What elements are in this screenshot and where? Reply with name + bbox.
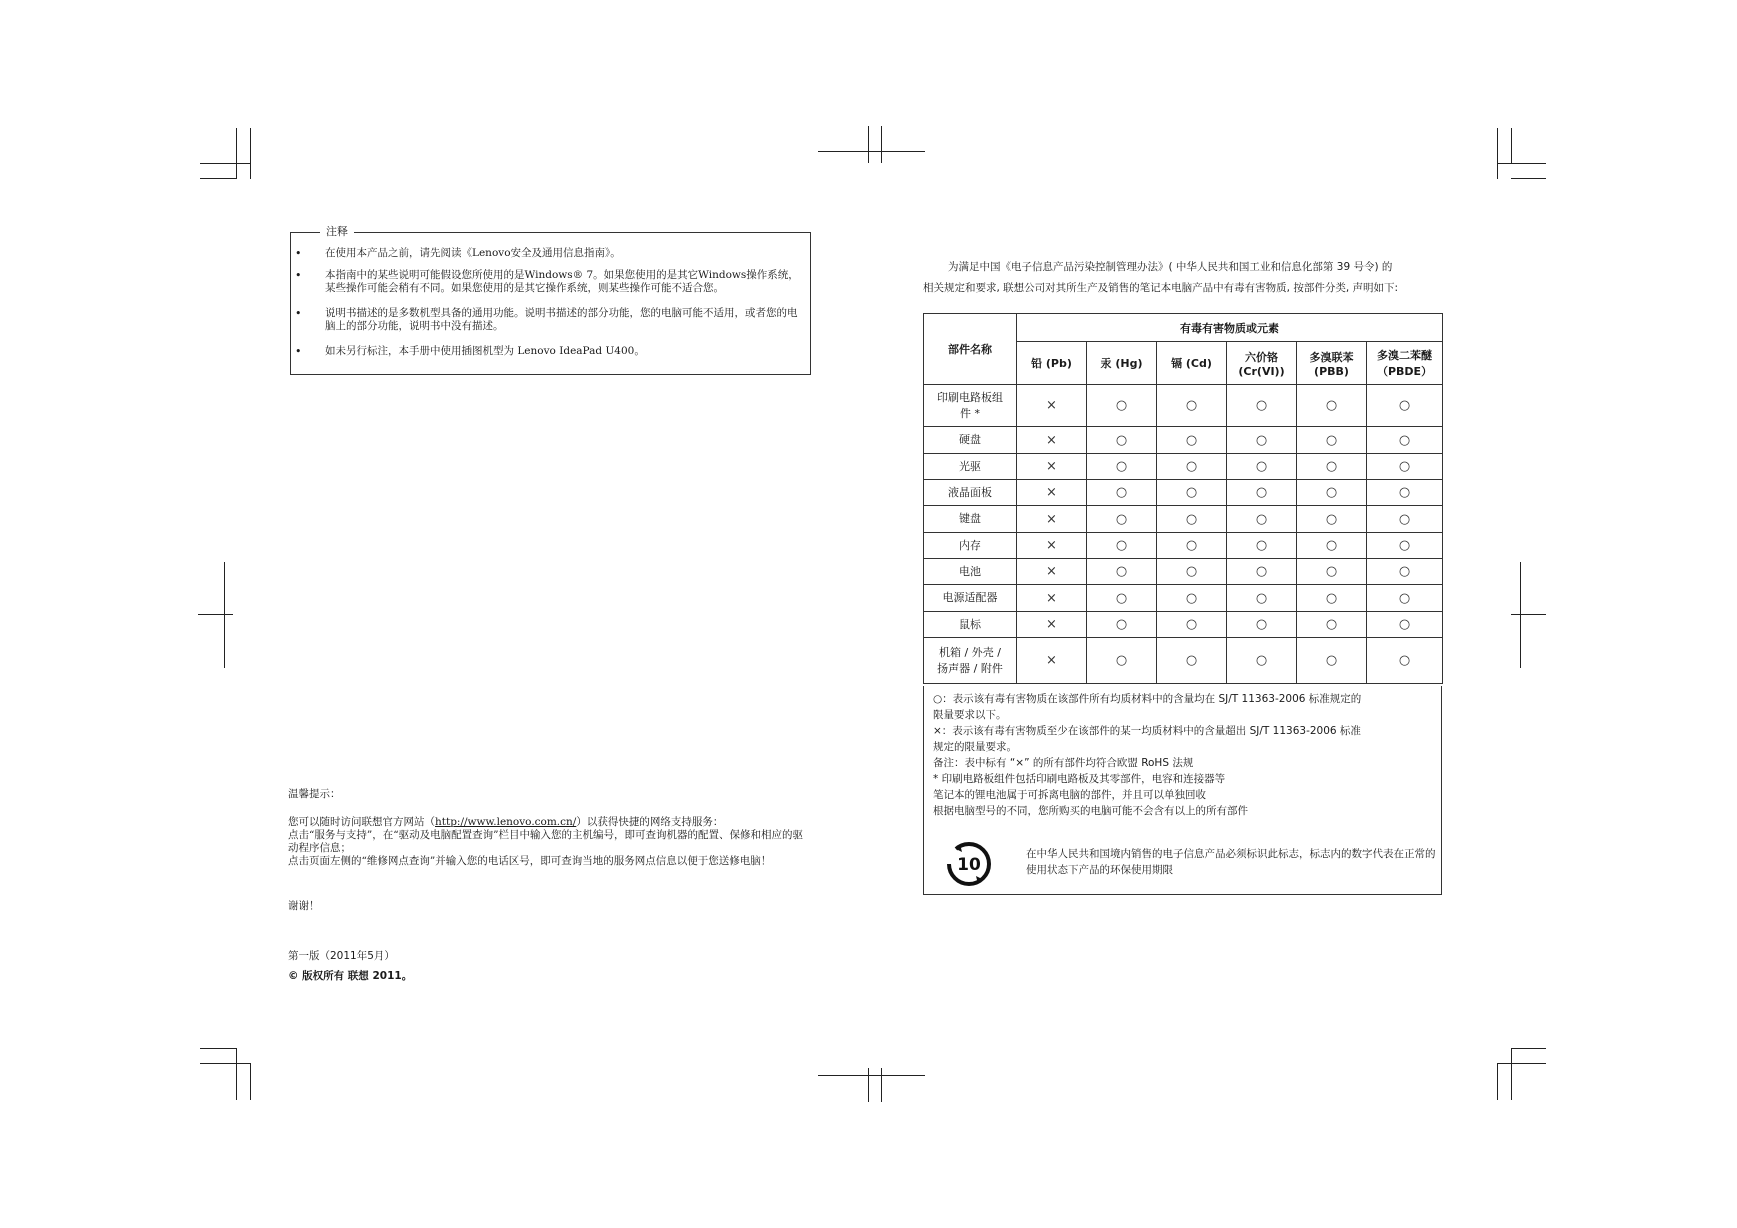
col-header-pb: 铅 (Pb) — [1017, 342, 1087, 385]
footnote-line: ○：表示该有毒有害物质在该部件所有均质材料中的含量均在 SJ/T 11363-2006 标准规定的 — [933, 693, 1362, 705]
substance-mark-cell: ○ — [1367, 559, 1443, 585]
substance-mark-cell: ○ — [1227, 585, 1297, 612]
footnote-line: ×：表示该有毒有害物质至少在该部件的某一均质材料中的含量超出 SJ/T 11363-2006 标准 — [933, 725, 1361, 737]
substance-mark-cell: ○ — [1367, 454, 1443, 480]
substance-mark-cell: ○ — [1297, 585, 1367, 612]
substance-mark-cell: ○ — [1297, 427, 1367, 454]
substance-mark-cell: ○ — [1367, 585, 1443, 612]
thanks-text: 谢谢！ — [288, 900, 320, 912]
substance-mark-cell: × — [1017, 585, 1087, 612]
col-header-part: 部件名称 — [924, 314, 1017, 385]
substance-mark-cell: ○ — [1227, 612, 1297, 638]
footnote-line: 限量要求以下。 — [933, 709, 1007, 721]
tips-line-1-post: ）以获得快捷的网络支持服务： — [576, 816, 724, 828]
note-item-text: 如未另行标注，本手册中使用插图机型为 Lenovo IdeaPad U400。 — [325, 345, 645, 357]
substance-mark-cell: ○ — [1157, 559, 1227, 585]
substance-mark-cell: × — [1017, 533, 1087, 559]
footnote-line: 规定的限量要求。 — [933, 741, 1017, 753]
substance-mark-cell: ○ — [1157, 385, 1227, 427]
table-row — [924, 427, 1443, 454]
part-name-cell: 光驱 — [924, 454, 1017, 480]
col-header-cd: 镉 (Cd) — [1157, 342, 1227, 385]
tips-line-1-pre: 您可以随时访问联想官方网站（ — [288, 816, 435, 828]
substance-mark-cell: ○ — [1087, 385, 1157, 427]
substance-mark-cell: ○ — [1157, 454, 1227, 480]
substance-mark-cell: × — [1017, 454, 1087, 480]
substance-mark-cell: ○ — [1157, 427, 1227, 454]
bullet-icon: • — [295, 345, 302, 358]
table-row — [924, 638, 1443, 684]
substance-mark-cell: ○ — [1227, 427, 1297, 454]
substance-mark-cell: ○ — [1367, 612, 1443, 638]
intro-line-1: 为满足中国《电子信息产品污染控制管理办法》( 中华人民共和国工业和信息化部第 39 号令) 的 — [948, 261, 1393, 273]
group-header: 有毒有害物质或元素 — [1017, 314, 1443, 342]
substance-mark-cell: ○ — [1297, 533, 1367, 559]
note-item — [295, 247, 803, 260]
table-row — [924, 559, 1443, 585]
footnote-line: * 印刷电路板组件包括印刷电路板及其零部件，电容和连接器等 — [933, 773, 1226, 785]
substance-mark-cell: × — [1017, 612, 1087, 638]
tips-heading: 温馨提示： — [288, 788, 341, 800]
substance-mark-cell: ○ — [1227, 638, 1297, 684]
substance-mark-cell: ○ — [1087, 427, 1157, 454]
substance-mark-cell: × — [1017, 638, 1087, 684]
table-row — [924, 533, 1443, 559]
col-header-hg: 汞 (Hg) — [1087, 342, 1157, 385]
substance-mark-cell: ○ — [1297, 454, 1367, 480]
footnote-line: 根据电脑型号的不同，您所购买的电脑可能不会含有以上的所有部件 — [933, 805, 1248, 817]
part-name-cell: 机箱 / 外壳 / 扬声器 / 附件 — [924, 638, 1017, 684]
substance-mark-cell: ○ — [1087, 454, 1157, 480]
bullet-icon: • — [295, 247, 302, 260]
table-row — [924, 585, 1443, 612]
substance-mark-cell: ○ — [1087, 612, 1157, 638]
col-header-pbde: 多溴二苯醚 （PBDE） — [1367, 342, 1443, 385]
substance-mark-cell: ○ — [1087, 533, 1157, 559]
substance-mark-cell: ○ — [1227, 559, 1297, 585]
col-header-cr6: 六价铬 (Cr(VI)) — [1227, 342, 1297, 385]
edition-line: 第一版（2011年5月） — [288, 950, 395, 962]
part-name-cell: 电池 — [924, 559, 1017, 585]
table-row — [924, 480, 1443, 506]
part-name-cell: 液晶面板 — [924, 480, 1017, 506]
substance-mark-cell: ○ — [1157, 638, 1227, 684]
part-name-cell: 电源适配器 — [924, 585, 1017, 612]
substance-mark-cell: × — [1017, 559, 1087, 585]
hazardous-substance-table — [923, 313, 1443, 684]
substance-mark-cell: ○ — [1157, 506, 1227, 533]
logo-number: 10 — [957, 855, 981, 875]
col-header-pbb: 多溴联苯 (PBB) — [1297, 342, 1367, 385]
substance-mark-cell: ○ — [1227, 385, 1297, 427]
part-name-cell: 内存 — [924, 533, 1017, 559]
tips-line-2: 点击“服务与支持”，在“驱动及电脑配置查询”栏目中输入您的主机编号，即可查询机器的配置、保修和相应的驱动程序信息； — [288, 829, 803, 854]
footnotes-box — [923, 686, 1442, 895]
substance-mark-cell: ○ — [1297, 385, 1367, 427]
substance-mark-cell: ○ — [1367, 638, 1443, 684]
note-item-text: 本指南中的某些说明可能假设您所使用的是Windows® 7。如果您使用的是其它Windows操作系统，某些操作可能会稍有不同。如果您使用的是其它操作系统，则某些操作可能不适合您。 — [325, 269, 799, 294]
substance-mark-cell: ○ — [1087, 638, 1157, 684]
substance-mark-cell: ○ — [1157, 585, 1227, 612]
part-name-cell: 硬盘 — [924, 427, 1017, 454]
note-item — [295, 345, 803, 358]
copyright-line: © 版权所有 联想 2011。 — [288, 970, 413, 982]
logo-description: 在中华人民共和国境内销售的电子信息产品必须标识此标志，标志内的数字代表在正常的使用状态下产品的环保使用期限 — [1026, 848, 1436, 876]
table-row — [924, 612, 1443, 638]
footnote-line: 备注：表中标有 “×” 的所有部件均符合欧盟 RoHS 法规 — [933, 757, 1194, 769]
substance-mark-cell: ○ — [1157, 533, 1227, 559]
substance-mark-cell: ○ — [1227, 480, 1297, 506]
part-name-cell: 印刷电路板组件 * — [924, 385, 1017, 427]
substance-mark-cell: ○ — [1087, 559, 1157, 585]
part-name-cell: 鼠标 — [924, 612, 1017, 638]
edition-block — [288, 946, 412, 986]
table-row — [924, 506, 1443, 533]
note-item — [295, 307, 803, 333]
substance-mark-cell: ○ — [1297, 638, 1367, 684]
table-row — [924, 385, 1443, 427]
substance-mark-cell: ○ — [1297, 506, 1367, 533]
tips-line-3: 点击页面左侧的“维修网点查询”并输入您的电话区号，即可查询当地的服务网点信息以便于您送修电脑！ — [288, 855, 772, 867]
part-name-cell: 键盘 — [924, 506, 1017, 533]
substance-mark-cell: ○ — [1227, 533, 1297, 559]
substance-mark-cell: ○ — [1157, 612, 1227, 638]
table-row — [924, 454, 1443, 480]
substance-mark-cell: ○ — [1087, 506, 1157, 533]
footnote-line: 笔记本的锂电池属于可拆离电脑的部件，并且可以单独回收 — [933, 789, 1206, 801]
substance-mark-cell: × — [1017, 385, 1087, 427]
substance-mark-cell: ○ — [1227, 454, 1297, 480]
bullet-icon: • — [295, 269, 302, 282]
note-box — [290, 225, 811, 375]
eco-period-logo-icon — [946, 841, 992, 887]
tips-body — [288, 816, 813, 868]
substance-mark-cell: ○ — [1087, 480, 1157, 506]
note-item-text: 在使用本产品之前，请先阅读《Lenovo安全及通用信息指南》。 — [325, 247, 621, 259]
substance-mark-cell: ○ — [1367, 506, 1443, 533]
note-title: 注释 — [320, 223, 354, 239]
lenovo-link[interactable]: http://www.lenovo.com.cn/ — [435, 816, 577, 828]
substance-mark-cell: ○ — [1367, 427, 1443, 454]
note-item-text: 说明书描述的是多数机型具备的通用功能。说明书描述的部分功能，您的电脑可能不适用，或者您的电脑上的部分功能，说明书中没有描述。 — [325, 307, 798, 332]
tips-line-1 — [288, 816, 813, 829]
substance-mark-cell: ○ — [1087, 585, 1157, 612]
substance-mark-cell: ○ — [1367, 385, 1443, 427]
substance-mark-cell: ○ — [1367, 480, 1443, 506]
bullet-icon: • — [295, 307, 302, 320]
substance-mark-cell: × — [1017, 480, 1087, 506]
substance-mark-cell: ○ — [1297, 480, 1367, 506]
substance-mark-cell: ○ — [1227, 506, 1297, 533]
intro-line-2: 相关规定和要求, 联想公司对其所生产及销售的笔记本电脑产品中有毒有害物质, 按部件分类, 声明如下: — [923, 282, 1399, 294]
substance-mark-cell: ○ — [1297, 612, 1367, 638]
substance-mark-cell: × — [1017, 506, 1087, 533]
substance-mark-cell: ○ — [1367, 533, 1443, 559]
note-item — [295, 269, 803, 295]
substance-mark-cell: × — [1017, 427, 1087, 454]
substance-mark-cell: ○ — [1297, 559, 1367, 585]
substance-mark-cell: ○ — [1157, 480, 1227, 506]
